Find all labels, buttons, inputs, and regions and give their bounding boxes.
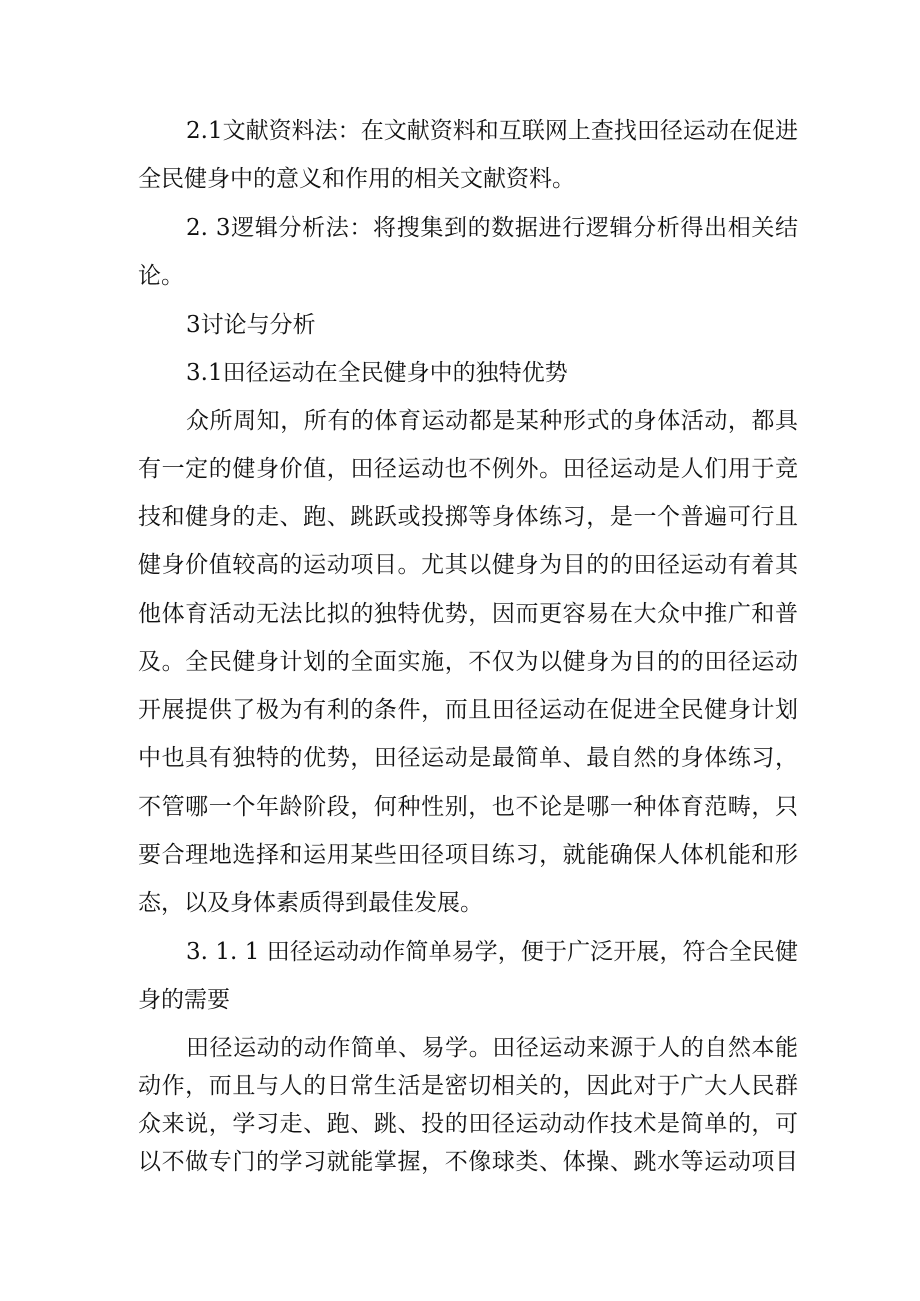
body-paragraph-1-line-4: 健身价值较高的运动项目。尤其以健身为目的的田径运动有着其 bbox=[138, 552, 798, 578]
section-heading-3-1: 3.1田径运动在全民健身中的独特优势 bbox=[186, 360, 568, 386]
paragraph-2-3-line-2: 论。 bbox=[138, 263, 184, 289]
body-paragraph-1-line-6: 及。全民健身计划的全面实施，不仅为以健身为目的的田径运动 bbox=[138, 649, 798, 675]
body-paragraph-2-line-3: 众来说，学习走、跑、跳、投的田径运动动作技术是简单的，可 bbox=[138, 1111, 798, 1137]
body-paragraph-1-line-3: 技和健身的走、跑、跳跃或投掷等身体练习，是一个普遍可行且 bbox=[138, 504, 798, 530]
body-paragraph-1-line-9: 不管哪一个年龄阶段，何种性别，也不论是哪一种体育范畴，只 bbox=[138, 794, 798, 820]
body-paragraph-2-line-2: 动作，而且与人的日常生活是密切相关的，因此对于广大人民群 bbox=[138, 1073, 798, 1099]
body-paragraph-1-line-1: 众所周知，所有的体育运动都是某种形式的身体活动，都具 bbox=[186, 408, 798, 434]
body-paragraph-1-line-11: 态，以及身体素质得到最佳发展。 bbox=[138, 890, 483, 916]
section-heading-3-1-1-line-1: 3. 1. 1 田径运动动作简单易学，便于广泛开展，符合全民健 bbox=[186, 939, 798, 965]
body-paragraph-1-line-5: 他体育活动无法比拟的独特优势，因而更容易在大众中推广和普 bbox=[138, 601, 798, 627]
body-paragraph-1-line-8: 中也具有独特的优势，田径运动是最简单、最自然的身体练习， bbox=[138, 745, 798, 771]
body-paragraph-1-line-10: 要合理地选择和运用某些田径项目练习，就能确保人体机能和形 bbox=[138, 842, 798, 868]
section-heading-3: 3讨论与分析 bbox=[186, 312, 316, 338]
section-heading-3-1-1-line-2: 身的需要 bbox=[138, 987, 230, 1013]
body-paragraph-2-line-1: 田径运动的动作简单、易学。田径运动来源于人的自然本能 bbox=[186, 1035, 798, 1061]
body-paragraph-2-line-4: 以不做专门的学习就能掌握，不像球类、体操、跳水等运动项目 bbox=[138, 1149, 798, 1175]
paragraph-2-1-line-2: 全民健身中的意义和作用的相关文献资料。 bbox=[138, 166, 575, 192]
body-paragraph-1-line-7: 开展提供了极为有利的条件，而且田径运动在促进全民健身计划 bbox=[138, 697, 798, 723]
paragraph-2-3-line-1: 2. 3逻辑分析法：将搜集到的数据进行逻辑分析得出相关结 bbox=[186, 215, 798, 241]
paragraph-2-1-line-1: 2.1文献资料法：在文献资料和互联网上查找田径运动在促进 bbox=[186, 118, 798, 144]
body-paragraph-1-line-2: 有一定的健身价值，田径运动也不例外。田径运动是人们用于竞 bbox=[138, 456, 798, 482]
